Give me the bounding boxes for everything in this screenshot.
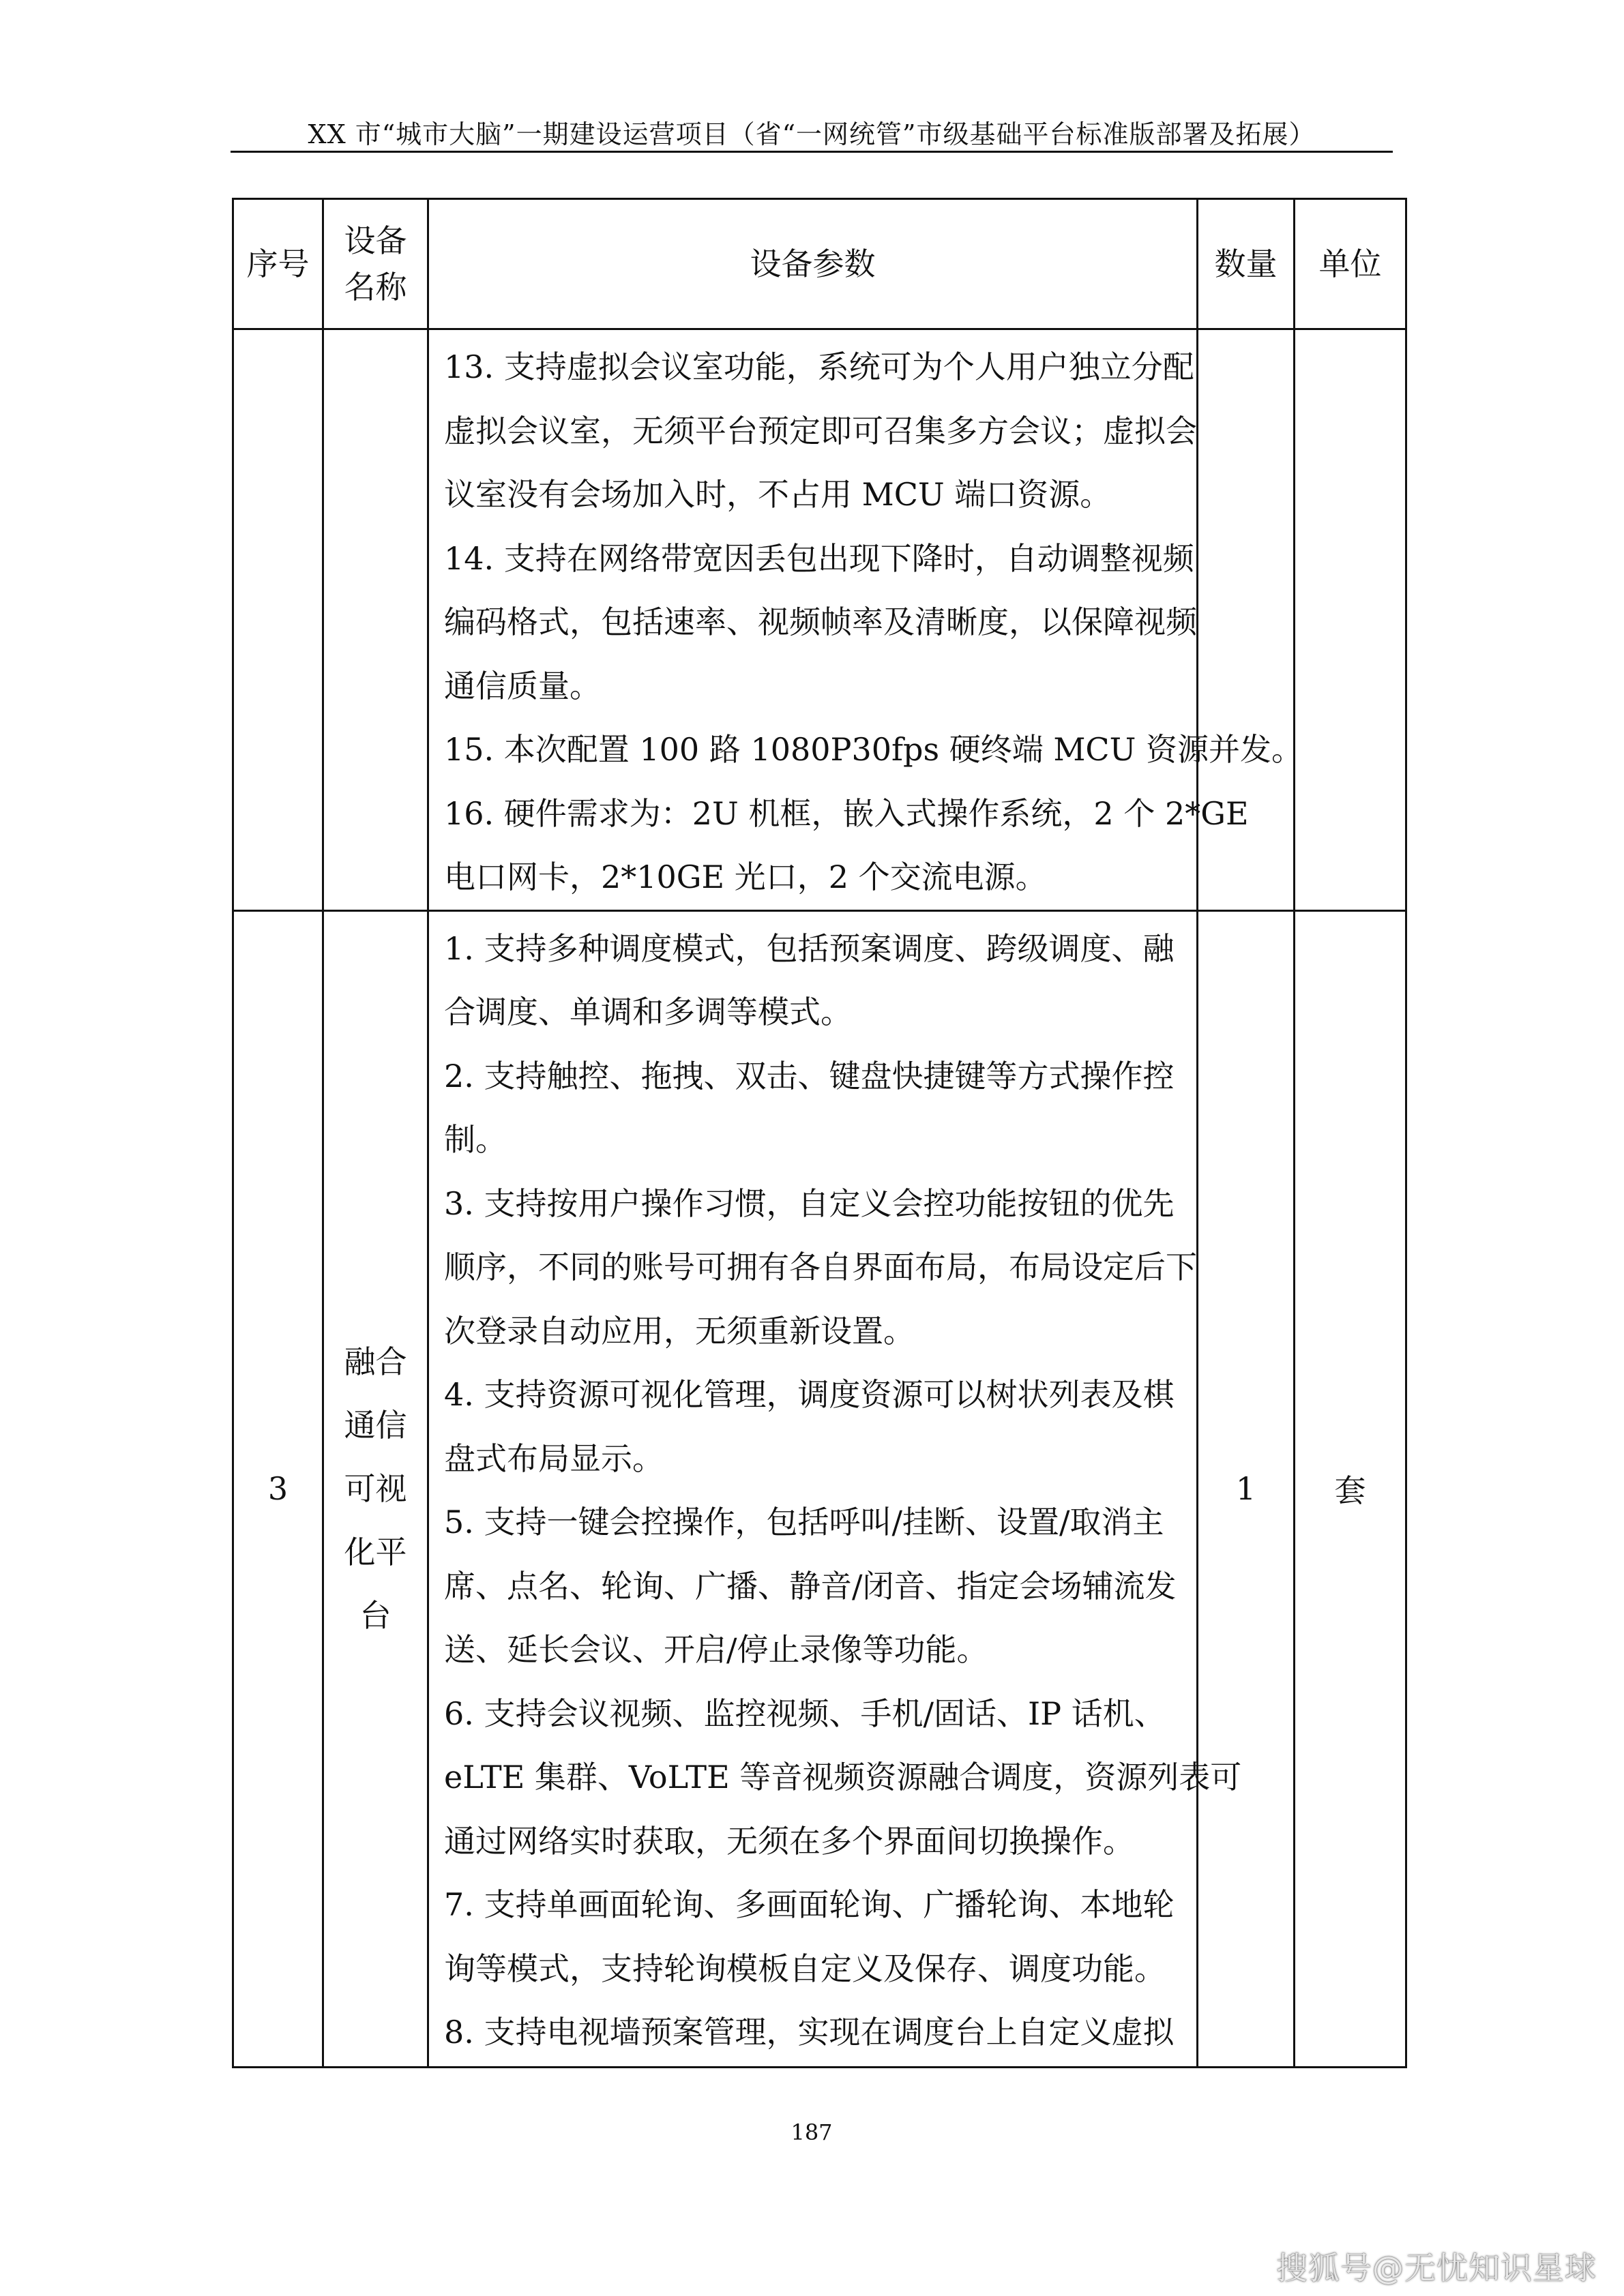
row-qty-cell: 1 <box>1198 910 1295 2067</box>
table-row <box>233 329 1406 911</box>
col-header-params: 设备参数 <box>428 199 1198 329</box>
param-line: 电口网卡，2*10GE 光口，2 个交流电源。 <box>444 859 1047 895</box>
row-no-cell: 3 <box>233 910 323 2067</box>
row-no-cell <box>233 329 323 911</box>
header-divider <box>231 151 1393 153</box>
param-line: 虚拟会议室，无须平台预定即可召集多方会议；虚拟会 <box>444 412 1197 449</box>
param-line: 盘式布局显示。 <box>444 1440 664 1477</box>
param-line: 席、点名、轮询、广播、静音/闭音、指定会场辅流发 <box>444 1567 1177 1605</box>
param-line: 1. 支持多种调度模式，包括预案调度、跨级调度、融 <box>444 929 1175 967</box>
param-line: 合调度、单调和多调等模式。 <box>444 994 852 1030</box>
param-line: 询等模式，支持轮询模板自定义及保存、调度功能。 <box>444 1950 1166 1987</box>
param-line: 议室没有会场加入时，不占用 MCU 端口资源。 <box>444 476 1112 513</box>
param-line: 6. 支持会议视频、监控视频、手机/固话、IP 话机、 <box>444 1695 1166 1732</box>
col-header-unit: 单位 <box>1295 199 1406 329</box>
row-name-cell <box>323 329 428 911</box>
row-unit-cell: 套 <box>1295 910 1406 2067</box>
param-line: 7. 支持单画面轮询、多画面轮询、广播轮询、本地轮 <box>444 1886 1175 1923</box>
param-line: 5. 支持一键会控操作，包括呼叫/挂断、设置/取消主 <box>444 1504 1164 1540</box>
col-header-name-line: 设备 <box>344 222 407 259</box>
param-line: 通过网络实时获取，无须在多个界面间切换操作。 <box>444 1822 1134 1860</box>
page-number: 187 <box>791 2119 833 2145</box>
param-line: 编码格式，包括速率、视频帧率及清晰度，以保障视频 <box>444 603 1197 640</box>
param-line: 顺序，不同的账号可拥有各自界面布局，布局设定后下 <box>444 1249 1197 1285</box>
param-line: eLTE 集群、VoLTE 等音视频资源融合调度，资源列表可 <box>444 1759 1242 1795</box>
param-line: 次登录自动应用，无须重新设置。 <box>444 1312 915 1350</box>
row-unit-cell <box>1295 329 1406 911</box>
col-header-name <box>323 199 428 329</box>
param-line: 15. 本次配置 100 路 1080P30fps 硬终端 MCU 资源并发。 <box>444 731 1303 768</box>
param-line: 14. 支持在网络带宽因丢包出现下降时，自动调整视频 <box>444 539 1194 577</box>
col-header-qty: 数量 <box>1198 199 1295 329</box>
param-line: 16. 硬件需求为：2U 机框，嵌入式操作系统，2 个 2*GE <box>444 794 1249 832</box>
device-name-line: 通信 <box>344 1406 407 1444</box>
equipment-spec-table <box>232 198 1407 2068</box>
watermark-text: 搜狐号@无忧知识星球 <box>1276 2250 1597 2286</box>
param-line: 8. 支持电视墙预案管理，实现在调度台上自定义虚拟 <box>444 2014 1175 2051</box>
document-header-title: XX 市“城市大脑”一期建设运营项目（省“一网统管”市级基础平台标准版部署及拓展） <box>308 119 1316 149</box>
device-name-line: 台 <box>359 1596 392 1634</box>
table-header-row <box>233 199 1406 329</box>
device-name-line: 可视 <box>344 1470 407 1507</box>
param-line: 3. 支持按用户操作习惯，自定义会控功能按钮的优先 <box>444 1184 1175 1222</box>
param-line: 送、延长会议、开启/停止录像等功能。 <box>444 1631 988 1668</box>
col-header-name-line: 名称 <box>344 269 407 305</box>
device-name-line: 化平 <box>344 1533 407 1570</box>
param-line: 2. 支持触控、拖拽、双击、键盘快捷键等方式操作控 <box>444 1057 1175 1094</box>
param-line: 通信质量。 <box>444 667 601 704</box>
param-line: 制。 <box>444 1121 507 1158</box>
param-line: 4. 支持资源可视化管理，调度资源可以树状列表及棋 <box>444 1376 1175 1413</box>
row-params-cell <box>428 329 1303 911</box>
col-header-no: 序号 <box>233 199 323 329</box>
row-name-cell <box>323 910 428 2067</box>
row-params-cell <box>428 910 1242 2067</box>
param-line: 13. 支持虚拟会议室功能，系统可为个人用户独立分配 <box>444 348 1194 385</box>
table-row <box>233 910 1406 2067</box>
device-name-line: 融合 <box>344 1343 407 1380</box>
